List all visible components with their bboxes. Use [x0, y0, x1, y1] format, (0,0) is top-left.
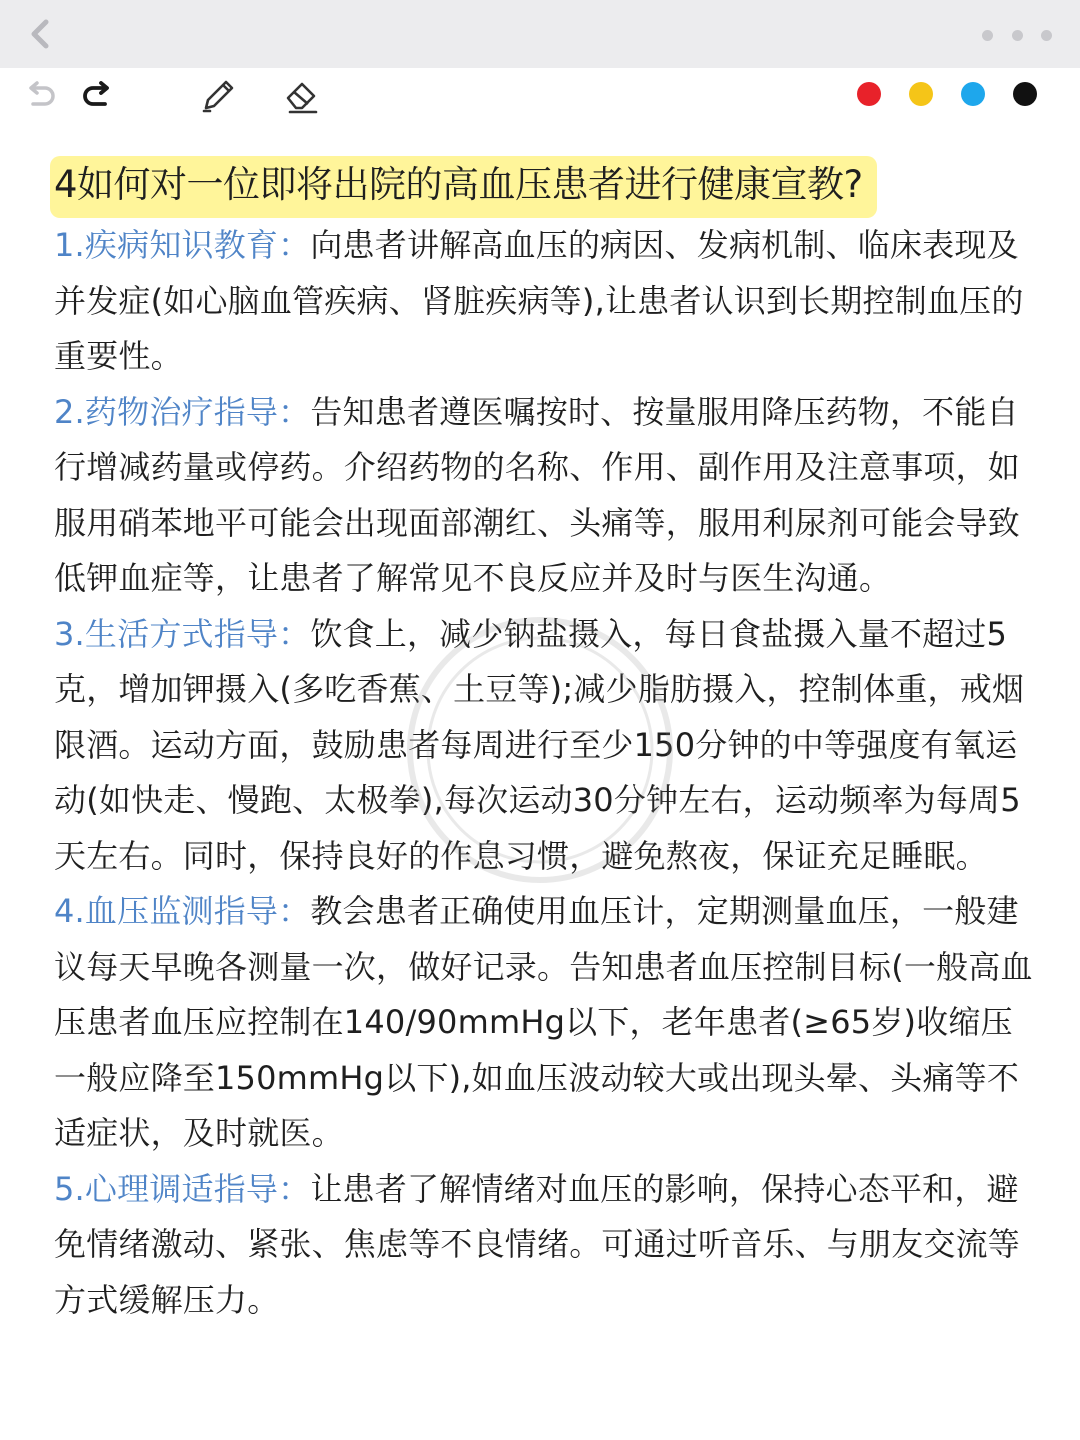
section-body: 教会患者正确使用血压计，定期测量血压，一般建议每天早晚各测量一次，做好记录。告知患者血压控制目标(一般高血压患者血压应控制在140/90mmHg以下，老年患者(≥65岁)收缩压一般应降至150mmHg以下),如血压波动较大或出现头晕、头痛等不适症状，及时就医。 — [54, 892, 1033, 1152]
section-heading: 2.药物治疗指导： — [54, 392, 311, 431]
undo-icon — [23, 81, 57, 111]
more-menu-button[interactable] — [982, 18, 1052, 52]
color-swatch-red[interactable] — [857, 82, 881, 106]
pencil-icon — [198, 76, 238, 116]
eraser-tool-button[interactable] — [280, 74, 324, 118]
note-title: 4如何对一位即将出院的高血压患者进行健康宣教? — [50, 156, 877, 218]
section-body: 让患者了解情绪对血压的影响，保持心态平和，避免情绪激动、紧张、焦虑等不良情绪。可通过听音乐、与朋友交流等方式缓解压力。 — [54, 1169, 1021, 1319]
back-button[interactable] — [18, 12, 62, 56]
section-body: 饮食上，减少钠盐摄入，每日食盐摄入量不超过5克，增加钾摄入(多吃香蕉、土豆等);减少脂肪摄入，控制体重，戒烟限酒。运动方面，鼓励患者每周进行至少150分钟的中等强度有氧运动(如快走、慢跑、太极拳),每次运动30分钟左右，运动频率为每周5天左右。同时，保持良好的作息习惯，避免熬夜，保证充足睡眠。 — [54, 614, 1025, 875]
color-swatch-yellow[interactable] — [909, 82, 933, 106]
more-dots-icon — [982, 30, 993, 41]
top-bar — [0, 0, 1080, 68]
color-swatch-black[interactable] — [1013, 82, 1037, 106]
redo-icon — [81, 81, 115, 111]
section-body: 告知患者遵医嘱按时、按量服用降压药物，不能自行增减药量或停药。介绍药物的名称、作用、副作用及注意事项，如服用硝苯地平可能会出现面部潮红、头痛等，服用利尿剂可能会导致低钾血症等，让患者了解常见不良反应并及时与医生沟通。 — [54, 392, 1021, 597]
redo-button[interactable] — [76, 74, 120, 118]
more-dots-icon — [1012, 30, 1023, 41]
section-disease-education — [54, 218, 1044, 385]
section-heading: 5.心理调适指导： — [54, 1169, 311, 1208]
color-swatch-blue[interactable] — [961, 82, 985, 106]
section-heading: 3.生活方式指导： — [54, 614, 311, 653]
section-body: 向患者讲解高血压的病因、发病机制、临床表现及并发症(如心脑血管疾病、肾脏疾病等),让患者认识到长期控制血压的重要性。 — [54, 226, 1024, 375]
section-heading: 1.疾病知识教育： — [54, 226, 311, 264]
section-psychological-adjustment — [54, 1162, 1044, 1329]
section-bp-monitoring — [54, 884, 1044, 1162]
section-medication-guidance — [54, 385, 1044, 607]
note-content — [54, 156, 1044, 1328]
section-lifestyle-guidance — [54, 607, 1044, 885]
undo-button[interactable] — [18, 74, 62, 118]
pencil-tool-button[interactable] — [196, 74, 240, 118]
back-chevron-icon — [26, 18, 54, 50]
section-heading: 4.血压监测指导： — [54, 892, 311, 930]
more-dots-icon — [1041, 30, 1052, 41]
eraser-icon — [282, 76, 322, 116]
